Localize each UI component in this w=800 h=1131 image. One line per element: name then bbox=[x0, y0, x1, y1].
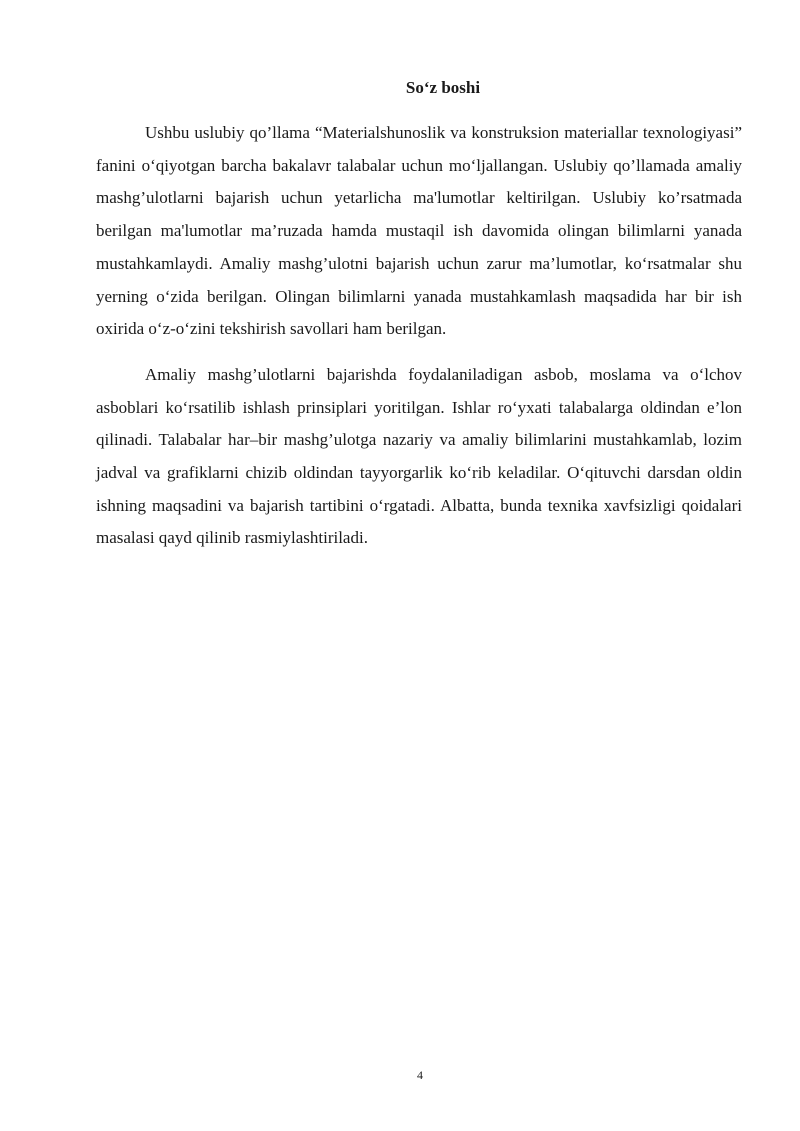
paragraph-2: Amaliy mashg’ulotlarni bajarishda foydalaniladigan asbob, moslama va o‘lchov asboblari ko‘rsatilib ishlash prinsiplari yoritilgan. Ishlar ro‘yxati talabalarga oldindan e’lon qilinadi. Talabalar har–bir mashg’ulotga nazariy va amaliy bilimlarini mustahkamlab, lozim jadval va grafiklarni chizib oldindan tayyorgarlik ko‘rib keladilar. O‘qituvchi darsdan oldin ishning maqsadini va bajarish tartibini o‘rgatadi. Albatta, bunda texnika xavfsizligi qoidalari masalasi qayd qilinib rasmiylashtiriladi. bbox=[96, 364, 742, 548]
body-text bbox=[96, 117, 742, 555]
paragraph-1: Ushbu uslubiy qo’llama “Materialshunoslik va konstruksion materiallar texnologiyasi” fanini o‘qiyotgan barcha bakalavr talabalar uchun mo‘ljallangan. Uslubiy qo’llamada amaliy mashg’ulotlarni bajarish uchun yetarlicha ma'lumotlar keltirilgan. Uslubiy ko’rsatmada berilgan ma'lumotlar ma’ruzada hamda mustaqil ish davomida olingan bilimlarni yanada mustahkamlaydi. Amaliy mashg’ulotni bajarish uchun zarur ma’lumotlar, ko‘rsatmalar shu yerning o‘zida berilgan. Olingan bilimlarni yanada mustahkamlash maqsadida har bir ish oxirida o‘z-o‘zini tekshirish savollari ham berilgan. bbox=[96, 123, 742, 339]
page-number: 4 bbox=[417, 1068, 423, 1082]
page-title: So‘z boshi bbox=[405, 78, 481, 97]
